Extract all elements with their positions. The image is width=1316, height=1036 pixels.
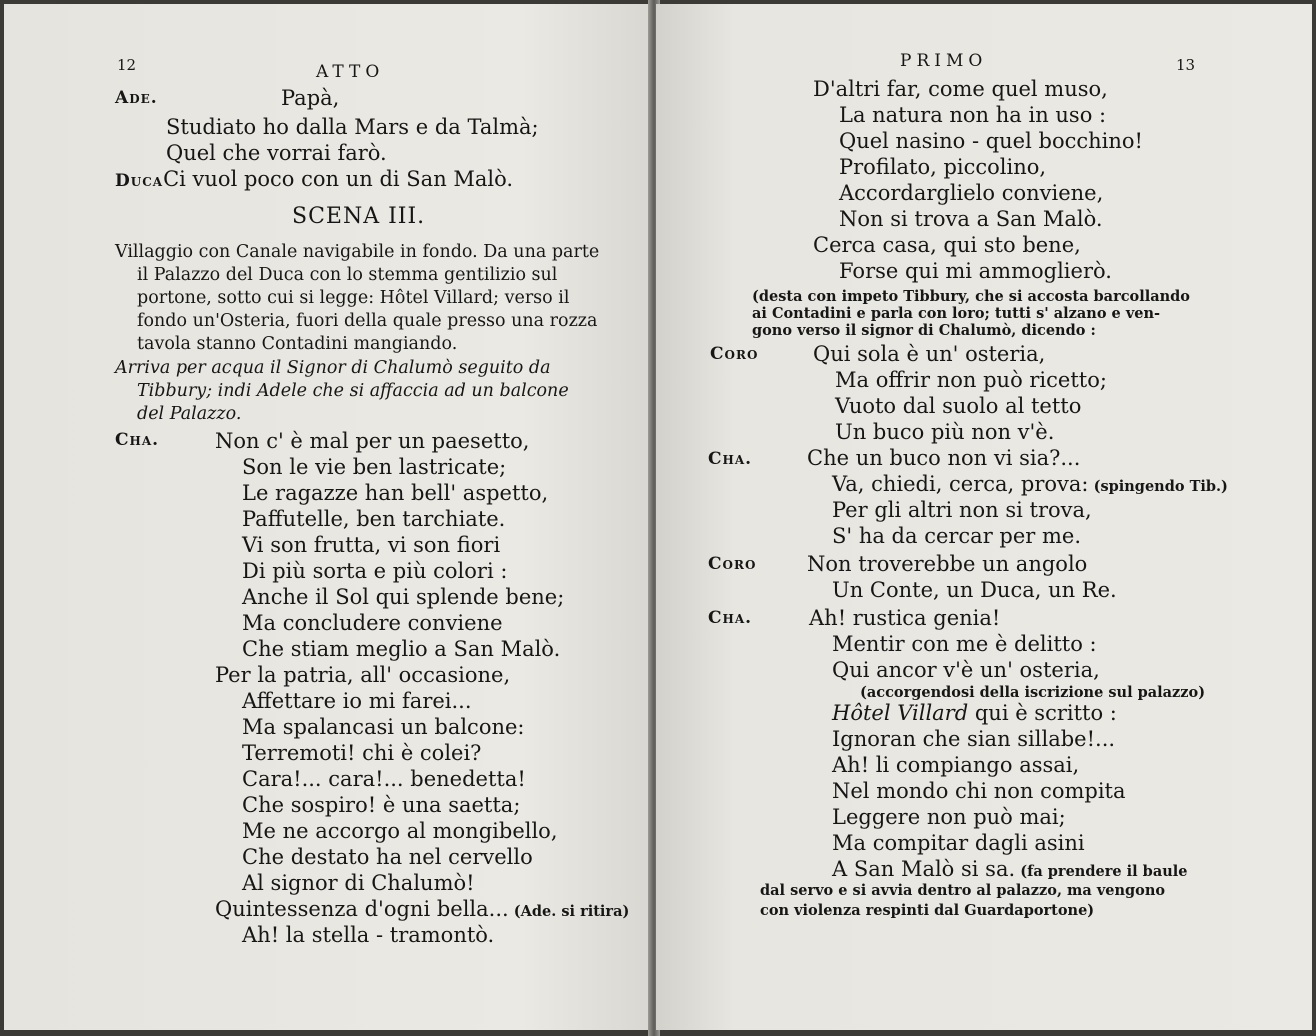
verse-line: qui è scritto : [968,701,1117,725]
verse-line: Ignoran che sian sillabe!... [832,727,1116,751]
verse-line: A San Malò si sa. [832,857,1016,881]
verse-line: Non c' è mal per un paesetto, [215,429,530,453]
speaker-cha: Cha. [115,430,160,450]
page-number: 13 [1176,56,1196,74]
running-header: ATTO [316,62,385,82]
stage-direction: (fa prendere il baule [1020,863,1188,880]
verse-line: Per gli altri non si trova, [832,498,1092,522]
speaker-coro: Coro [710,344,759,364]
verse-line-with-direction [832,857,1188,881]
verse-line: Ah! rustica genia! [809,606,1001,630]
verse-line: Leggere non può mai; [832,805,1066,829]
scene-title: SCENA III. [292,204,426,229]
verse-line: Me ne accorgo al mongibello, [242,819,558,843]
verse-line: Un Conte, un Duca, un Re. [832,578,1117,602]
setting-line: tavola stanno Contadini mangiando. [137,334,458,354]
verse-line: Ah! li compiango assai, [832,753,1080,777]
verse-line: Son le vie ben lastricate; [242,455,507,479]
stage-direction: con violenza respinti dal Guardaportone) [760,902,1095,919]
stage-direction: dal servo e si avvia dentro al palazzo, ma vengono [760,882,1166,899]
verse-line: Ma spalancasi un balcone: [242,715,525,739]
arrival-line: Arriva per acqua il Signor di Chalumò seguito da [115,358,551,378]
stage-direction: (spingendo Tib.) [1093,478,1228,495]
verse-line: Al signor di Chalumò! [242,871,475,895]
verse-line: Nel mondo chi non compita [832,779,1126,803]
page-number: 12 [117,56,137,74]
verse-line: Va, chiedi, cerca, prova: [832,472,1089,496]
verse-line: Affettare io mi farei... [242,689,472,713]
verse-line: Per la patria, all' occasione, [215,663,511,687]
verse-line: Vuoto dal suolo al tetto [835,394,1082,418]
verse-line: Vi son frutta, vi son fiori [242,533,501,557]
stage-direction: gono verso il signor di Chalumò, dicendo : [752,322,1096,339]
verse-line: Che sospiro! è una saetta; [242,793,521,817]
stage-direction: (desta con impeto Tibbury, che si accosta barcollando [752,288,1190,305]
verse-line: Qui sola è un' osteria, [813,342,1046,366]
verse-line: Ma offrir non può ricetto; [835,368,1107,392]
verse-line: Forse qui mi ammoglierò. [839,259,1112,283]
verse-line: Cerca casa, qui sto bene, [813,233,1081,257]
hotel-name: Hôtel Villard [832,701,969,725]
verse-line: Papà, [281,86,340,110]
verse-line: S' ha da cercar per me. [832,524,1082,548]
verse-line: Qui ancor v'è un' osteria, [832,658,1100,682]
setting-line: fondo un'Osteria, fuori della quale presso una rozza [137,311,598,331]
setting-line: Villaggio con Canale navigabile in fondo. Da una parte [115,242,600,262]
verse-line: Mentir con me è delitto : [832,632,1097,656]
setting-line: il Palazzo del Duca con lo stemma gentilizio sul [137,265,558,285]
arrival-line: del Palazzo. [137,404,242,424]
running-header: PRIMO [900,51,988,71]
stage-direction: (Ade. si ritira) [513,903,630,920]
verse-line: Ah! la stella - tramontò. [242,923,495,947]
verse-line: Accordarglielo conviene, [839,181,1104,205]
verse-line: Un buco più non v'è. [835,420,1055,444]
verse-line: Ma concludere conviene [242,611,503,635]
stage-direction: (accorgendosi della iscrizione sul palazzo) [860,684,1206,701]
verse-line: La natura non ha in uso : [839,103,1107,127]
verse-line: Che un buco non vi sia?... [807,446,1081,470]
verse-line: D'altri far, come quel muso, [813,77,1108,101]
left-page [4,4,652,1030]
verse-line: Che destato ha nel cervello [242,845,533,869]
verse-line: Di più sorta e più colori : [242,559,508,583]
speaker-duca: Duca [115,171,164,191]
arrival-line: Tibbury; indi Adele che si affaccia ad un balcone [137,381,569,401]
speaker-ade: Ade. [115,88,158,108]
verse-line: Non si trova a San Malò. [839,207,1103,231]
stage-direction: ai Contadini e parla con loro; tutti s' alzano e ven- [752,305,1161,322]
verse-line: Quel nasino - quel bocchino! [839,129,1143,153]
speaker-cha: Cha. [708,608,753,628]
verse-line-with-direction [215,897,629,921]
verse-line-with-direction [832,472,1228,496]
verse-line: Ma compitar dagli asini [832,831,1085,855]
verse-line: Paffutelle, ben tarchiate. [242,507,506,531]
verse-line: Che stiam meglio a San Malò. [242,637,561,661]
verse-line-hotel [832,701,1117,725]
verse-line: Quintessenza d'ogni bella... [215,897,509,921]
right-page [656,4,1312,1030]
verse-line: Studiato ho dalla Mars e da Talmà; [166,115,539,139]
setting-line: portone, sotto cui si legge: Hôtel Villard; verso il [137,288,570,308]
verse-line: Le ragazze han bell' aspetto, [242,481,549,505]
speaker-coro: Coro [708,554,757,574]
duca-line [115,167,513,191]
verse-line: Terremoti! chi è colei? [242,741,482,765]
verse-line: Profilato, piccolino, [839,155,1047,179]
verse-line: Quel che vorrai farò. [166,141,387,165]
speaker-cha: Cha. [708,449,753,469]
verse-line: Cara!... cara!... benedetta! [242,767,526,791]
verse-line: Non troverebbe un angolo [807,552,1088,576]
verse-line: Ci vuol poco con un di San Malò. [163,167,514,191]
verse-line: Anche il Sol qui splende bene; [242,585,565,609]
